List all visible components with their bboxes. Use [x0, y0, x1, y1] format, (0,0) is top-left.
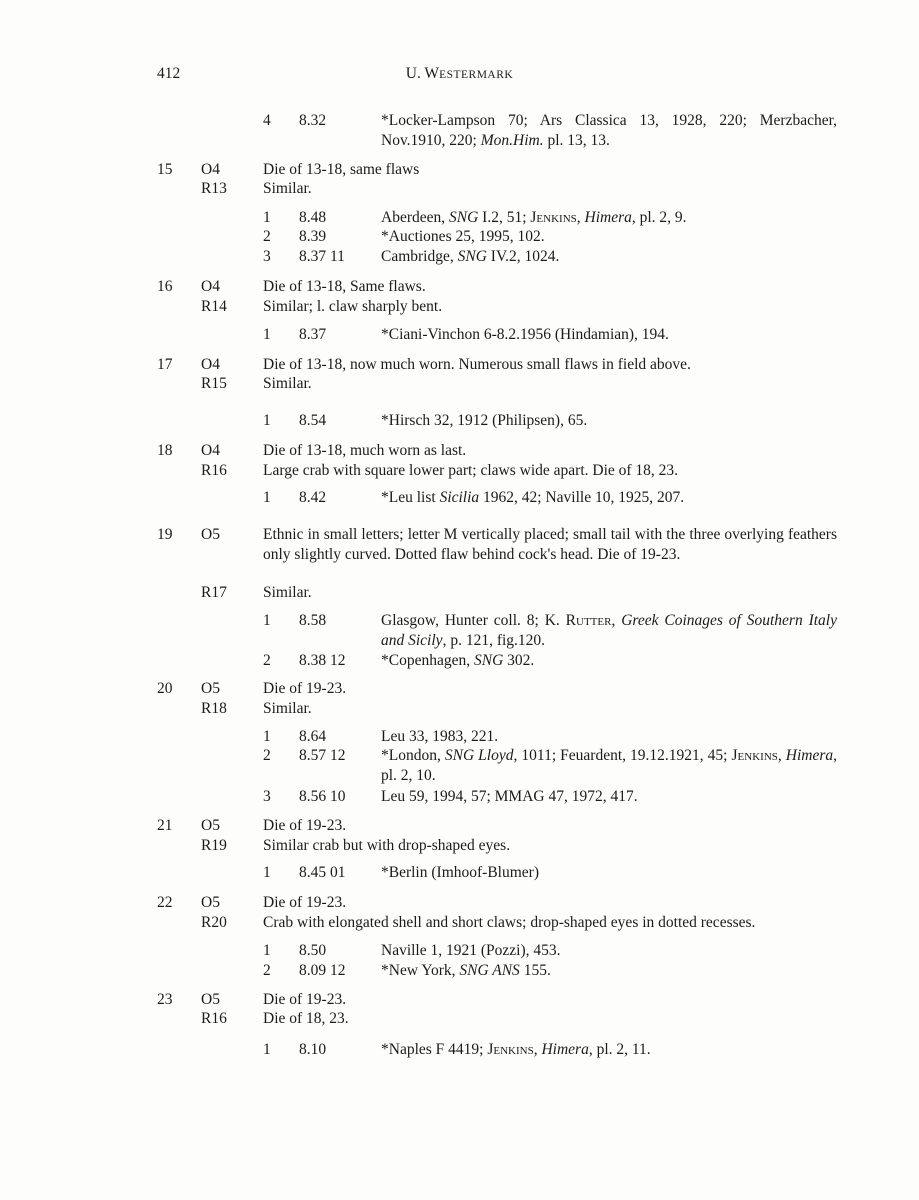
coin-index: 1 — [263, 864, 271, 881]
reverse-die: R19 — [201, 837, 227, 854]
entry-number: 18 — [157, 442, 173, 459]
obverse-description: Die of 13-18, same flaws — [263, 161, 420, 178]
running-head — [0, 64, 919, 86]
reverse-description: Die of 18, 23. — [263, 1010, 349, 1027]
obverse-die: O5 — [201, 680, 220, 697]
coin-weight: 8.64 — [299, 728, 327, 745]
coin-reference: Leu 33, 1983, 221. — [381, 728, 499, 745]
coin-reference: Glasgow, Hunter coll. 8; K. Rutter, Greek Coinages of Southern Italy and Sicily, p. 121, fig.120. — [381, 612, 837, 649]
reverse-description: Similar. — [263, 584, 312, 601]
obverse-die: O4 — [201, 356, 220, 373]
coin-weight: 8.45 01 — [299, 864, 346, 881]
obverse-die: O4 — [201, 161, 220, 178]
entry-number: 16 — [157, 278, 173, 295]
coin-weight: 8.32 — [299, 112, 327, 129]
coin-weight: 8.37 11 — [299, 248, 345, 265]
coin-reference: *Copenhagen, SNG 302. — [381, 652, 535, 669]
coin-index: 2 — [263, 228, 271, 245]
coin-weight: 8.48 — [299, 209, 327, 226]
reverse-die: R18 — [201, 700, 227, 717]
reverse-description: Similar. — [263, 700, 312, 717]
obverse-die: O5 — [201, 817, 220, 834]
obverse-description: Die of 19-23. — [263, 680, 347, 697]
coin-weight: 8.57 12 — [299, 747, 346, 764]
coin-reference: *Locker-Lampson 70; Ars Classica 13, 1928, 220; Merzbacher, Nov.1910, 220; Mon.Him. pl. 13, 13. — [381, 112, 837, 149]
reverse-description: Similar crab but with drop-shaped eyes. — [263, 837, 511, 854]
coin-weight: 8.37 — [299, 326, 327, 343]
coin-index: 2 — [263, 652, 271, 669]
coin-index: 1 — [263, 489, 271, 506]
coin-weight: 8.54 — [299, 412, 327, 429]
obverse-description: Ethnic in small letters; letter M vertically placed; small tail with the three overlying feathers only slightly curved. Dotted flaw behind cock's head. Die of 19-23. — [263, 526, 837, 563]
obverse-description: Die of 13-18, much worn as last. — [263, 442, 467, 459]
obverse-description: Die of 13-18, Same flaws. — [263, 278, 426, 295]
coin-reference: Aberdeen, SNG I.2, 51; Jenkins, Himera, pl. 2, 9. — [381, 209, 687, 226]
coin-index: 1 — [263, 942, 271, 959]
coin-reference: Naville 1, 1921 (Pozzi), 453. — [381, 942, 561, 959]
reverse-die: R16 — [201, 1010, 227, 1027]
entry-number: 15 — [157, 161, 173, 178]
obverse-die: O4 — [201, 278, 220, 295]
reverse-description: Similar. — [263, 375, 312, 392]
coin-reference: *Ciani-Vinchon 6-8.2.1956 (Hindamian), 194. — [381, 326, 669, 343]
coin-weight: 8.42 — [299, 489, 327, 506]
obverse-die: O4 — [201, 442, 220, 459]
coin-reference: *Auctiones 25, 1995, 102. — [381, 228, 545, 245]
coin-index: 3 — [263, 248, 271, 265]
coin-weight: 8.10 — [299, 1041, 327, 1058]
obverse-description: Die of 13-18, now much worn. Numerous small flaws in field above. — [263, 356, 691, 373]
obverse-description: Die of 19-23. — [263, 894, 347, 911]
coin-index: 1 — [263, 728, 271, 745]
coin-index: 2 — [263, 747, 271, 764]
reverse-die: R16 — [201, 462, 227, 479]
coin-reference: Leu 59, 1994, 57; MMAG 47, 1972, 417. — [381, 788, 638, 805]
coin-reference: Cambridge, SNG IV.2, 1024. — [381, 248, 560, 265]
obverse-die: O5 — [201, 894, 220, 911]
reverse-description: Similar; l. claw sharply bent. — [263, 298, 443, 315]
entry-number: 20 — [157, 680, 173, 697]
reverse-description: Crab with elongated shell and short claws; drop-shaped eyes in dotted recesses. — [263, 914, 756, 931]
coin-index: 1 — [263, 412, 271, 429]
entry-number: 19 — [157, 526, 173, 543]
coin-reference: *Hirsch 32, 1912 (Philipsen), 65. — [381, 412, 588, 429]
coin-weight: 8.50 — [299, 942, 327, 959]
obverse-die: O5 — [201, 526, 220, 543]
reverse-description: Large crab with square lower part; claws wide apart. Die of 18, 23. — [263, 462, 679, 479]
obverse-die: O5 — [201, 991, 220, 1008]
coin-weight: 8.58 — [299, 612, 327, 629]
obverse-description: Die of 19-23. — [263, 817, 347, 834]
entry-number: 23 — [157, 991, 173, 1008]
entry-number: 21 — [157, 817, 173, 834]
reverse-die: R17 — [201, 584, 227, 601]
coin-reference: *Leu list Sicilia 1962, 42; Naville 10, 1925, 207. — [381, 489, 685, 506]
coin-weight: 8.38 12 — [299, 652, 346, 669]
running-head-rest: ESTERMARK — [439, 69, 514, 81]
coin-weight: 8.39 — [299, 228, 327, 245]
running-head-initial: U. W — [405, 65, 440, 82]
reverse-die: R15 — [201, 375, 227, 392]
coin-index: 1 — [263, 1041, 271, 1058]
coin-index: 1 — [263, 209, 271, 226]
entry-number: 17 — [157, 356, 173, 373]
entry-number: 22 — [157, 894, 173, 911]
coin-reference: *Berlin (Imhoof-Blumer) — [381, 864, 539, 881]
coin-index: 3 — [263, 788, 271, 805]
coin-index: 1 — [263, 326, 271, 343]
coin-weight: 8.56 10 — [299, 788, 346, 805]
coin-weight: 8.09 12 — [299, 962, 346, 979]
coin-index: 4 — [263, 112, 271, 129]
coin-index: 2 — [263, 962, 271, 979]
reverse-die: R20 — [201, 914, 227, 931]
reverse-die: R14 — [201, 298, 227, 315]
coin-index: 1 — [263, 612, 271, 629]
page-number: 412 — [157, 65, 181, 82]
coin-reference: *New York, SNG ANS 155. — [381, 962, 551, 979]
coin-reference: *London, SNG Lloyd, 1011; Feuardent, 19.12.1921, 45; Jenkins, Himera, pl. 2, 10. — [381, 747, 838, 784]
reverse-description: Similar. — [263, 180, 312, 197]
obverse-description: Die of 19-23. — [263, 991, 347, 1008]
coin-reference: *Naples F 4419; Jenkins, Himera, pl. 2, 11. — [381, 1041, 651, 1058]
reverse-die: R13 — [201, 180, 227, 197]
